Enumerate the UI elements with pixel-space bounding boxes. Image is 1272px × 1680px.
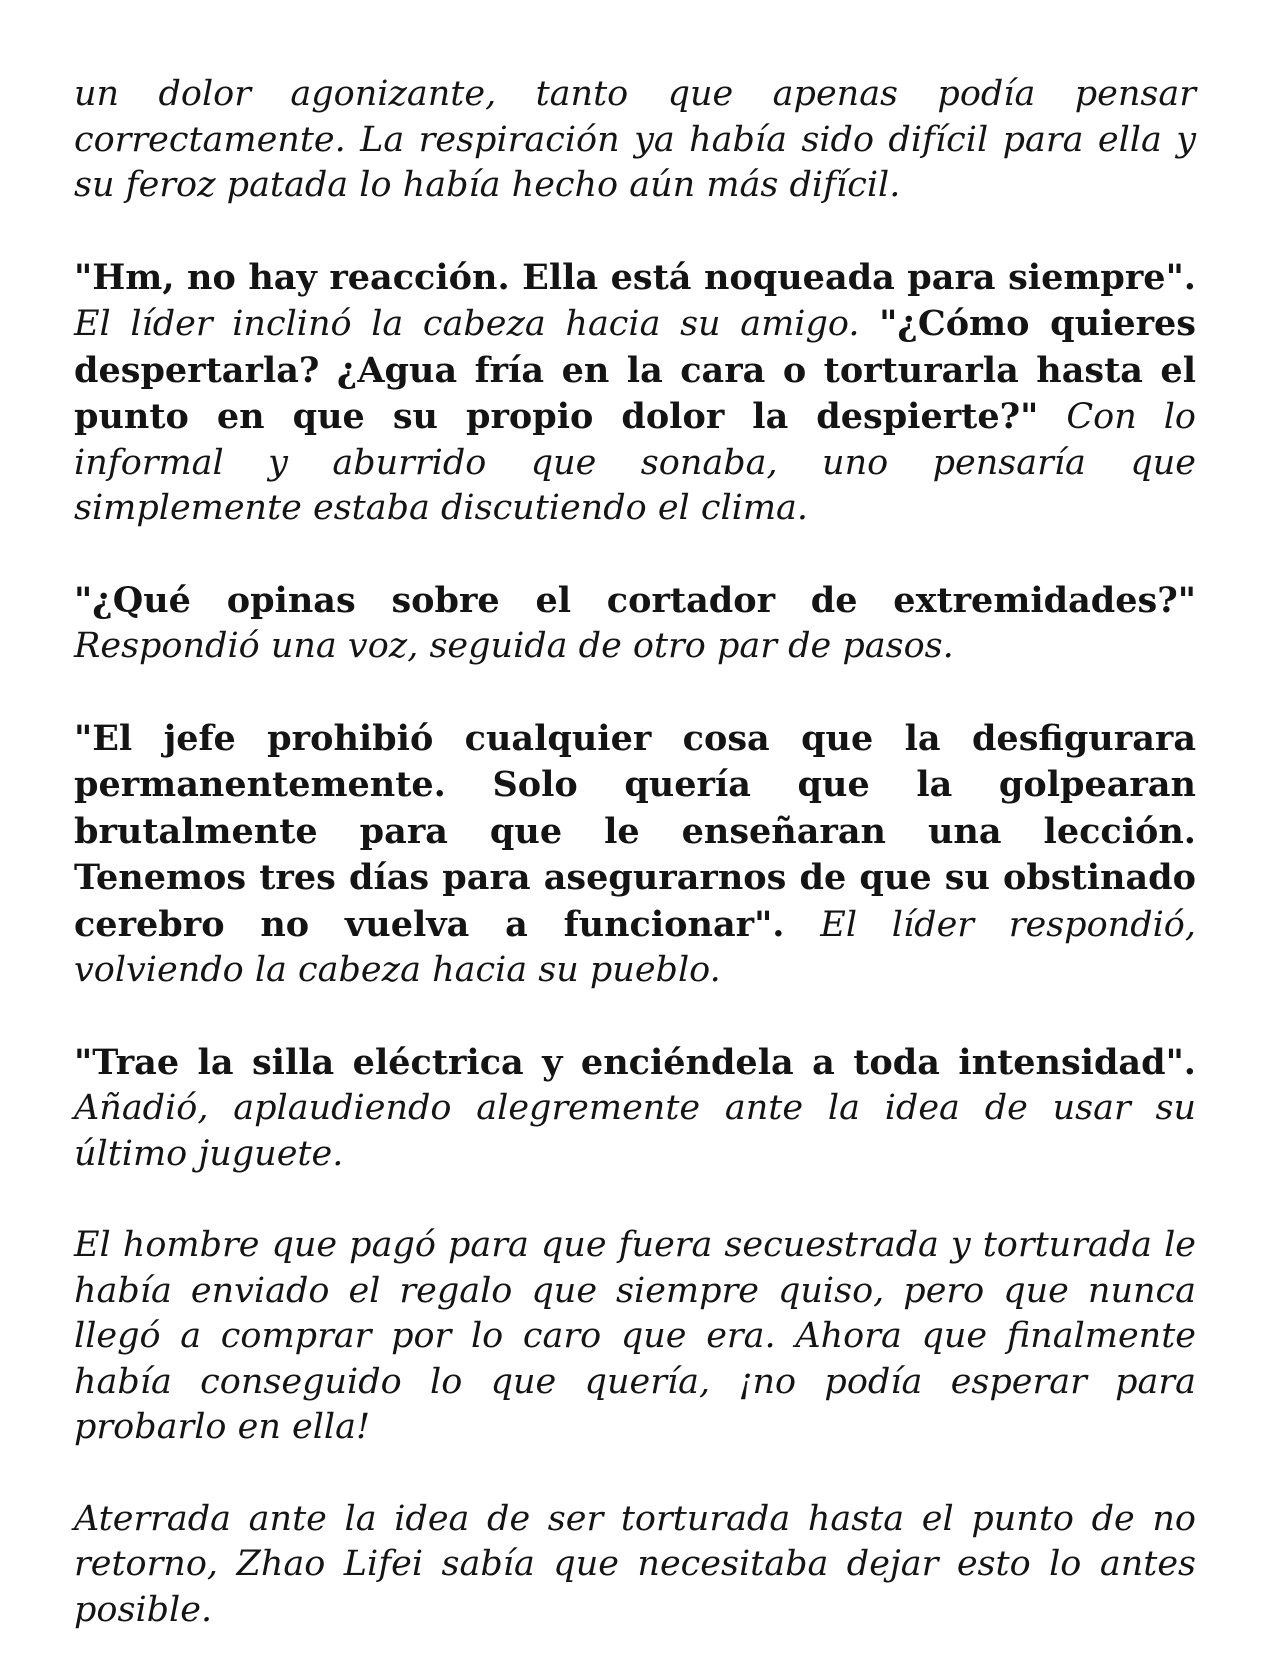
paragraph-3 <box>74 578 1196 670</box>
narration-text: Respondió una voz, seguida de otro par de pasos. <box>74 626 954 666</box>
document-page <box>74 72 1196 1633</box>
dialogue-text: "El jefe prohibió cualquier cosa que la desfigurara permanentemente. Solo quería que la golpearan brutalmente para que le enseñaran una lección. Tenemos tres días para asegurarnos de que su obstinado cerebro no vuelva a funcionar". <box>74 717 1196 945</box>
paragraph-2 <box>74 255 1196 532</box>
dialogue-text: "Trae la silla eléctrica y enciéndela a toda intensidad". <box>74 1041 1196 1083</box>
paragraph-4 <box>74 716 1196 994</box>
paragraph-6 <box>74 1223 1196 1451</box>
narration-text: un dolor agonizante, tanto que apenas podía pensar correctamente. La respiración ya había sido difícil para ella y su feroz patada lo había hecho aún más difícil. <box>74 74 1196 205</box>
narration-text: Añadió, aplaudiendo alegremente ante la idea de usar su último juguete. <box>74 1088 1196 1174</box>
narration-text: Aterrada ante la idea de ser torturada hasta el punto de no retorno, Zhao Lifei sabía que necesitaba dejar esto lo antes posible. <box>74 1498 1196 1630</box>
narration-text: El líder inclinó la cabeza hacia su amigo. <box>74 304 880 344</box>
dialogue-text: "Hm, no hay reacción. Ella está noqueada para siempre". <box>74 256 1196 298</box>
narration-text: El hombre que pagó para que fuera secuestrada y torturada le había enviado el regalo que siempre quiso, pero que nunca llegó a comprar por lo caro que era. Ahora que finalmente había conseguido lo que quería, ¡no podía esperar para probarlo en ella! <box>74 1225 1196 1447</box>
narration-text: Con lo informal y aburrido que sonaba, uno pensaría que simplemente estaba discutiendo el clima. <box>74 397 1196 528</box>
dialogue-text: "¿Cómo quieres despertarla? ¿Agua fría en la cara o torturarla hasta el punto en que su propio dolor la despierte?" <box>74 303 1196 437</box>
paragraph-7 <box>74 1497 1196 1634</box>
narration-text: El líder respondió, volviendo la cabeza hacia su pueblo. <box>74 904 1196 990</box>
paragraph-5 <box>74 1040 1196 1178</box>
dialogue-text: "¿Qué opinas sobre el cortador de extremidades?" <box>74 579 1196 621</box>
paragraph-1 <box>74 72 1196 209</box>
